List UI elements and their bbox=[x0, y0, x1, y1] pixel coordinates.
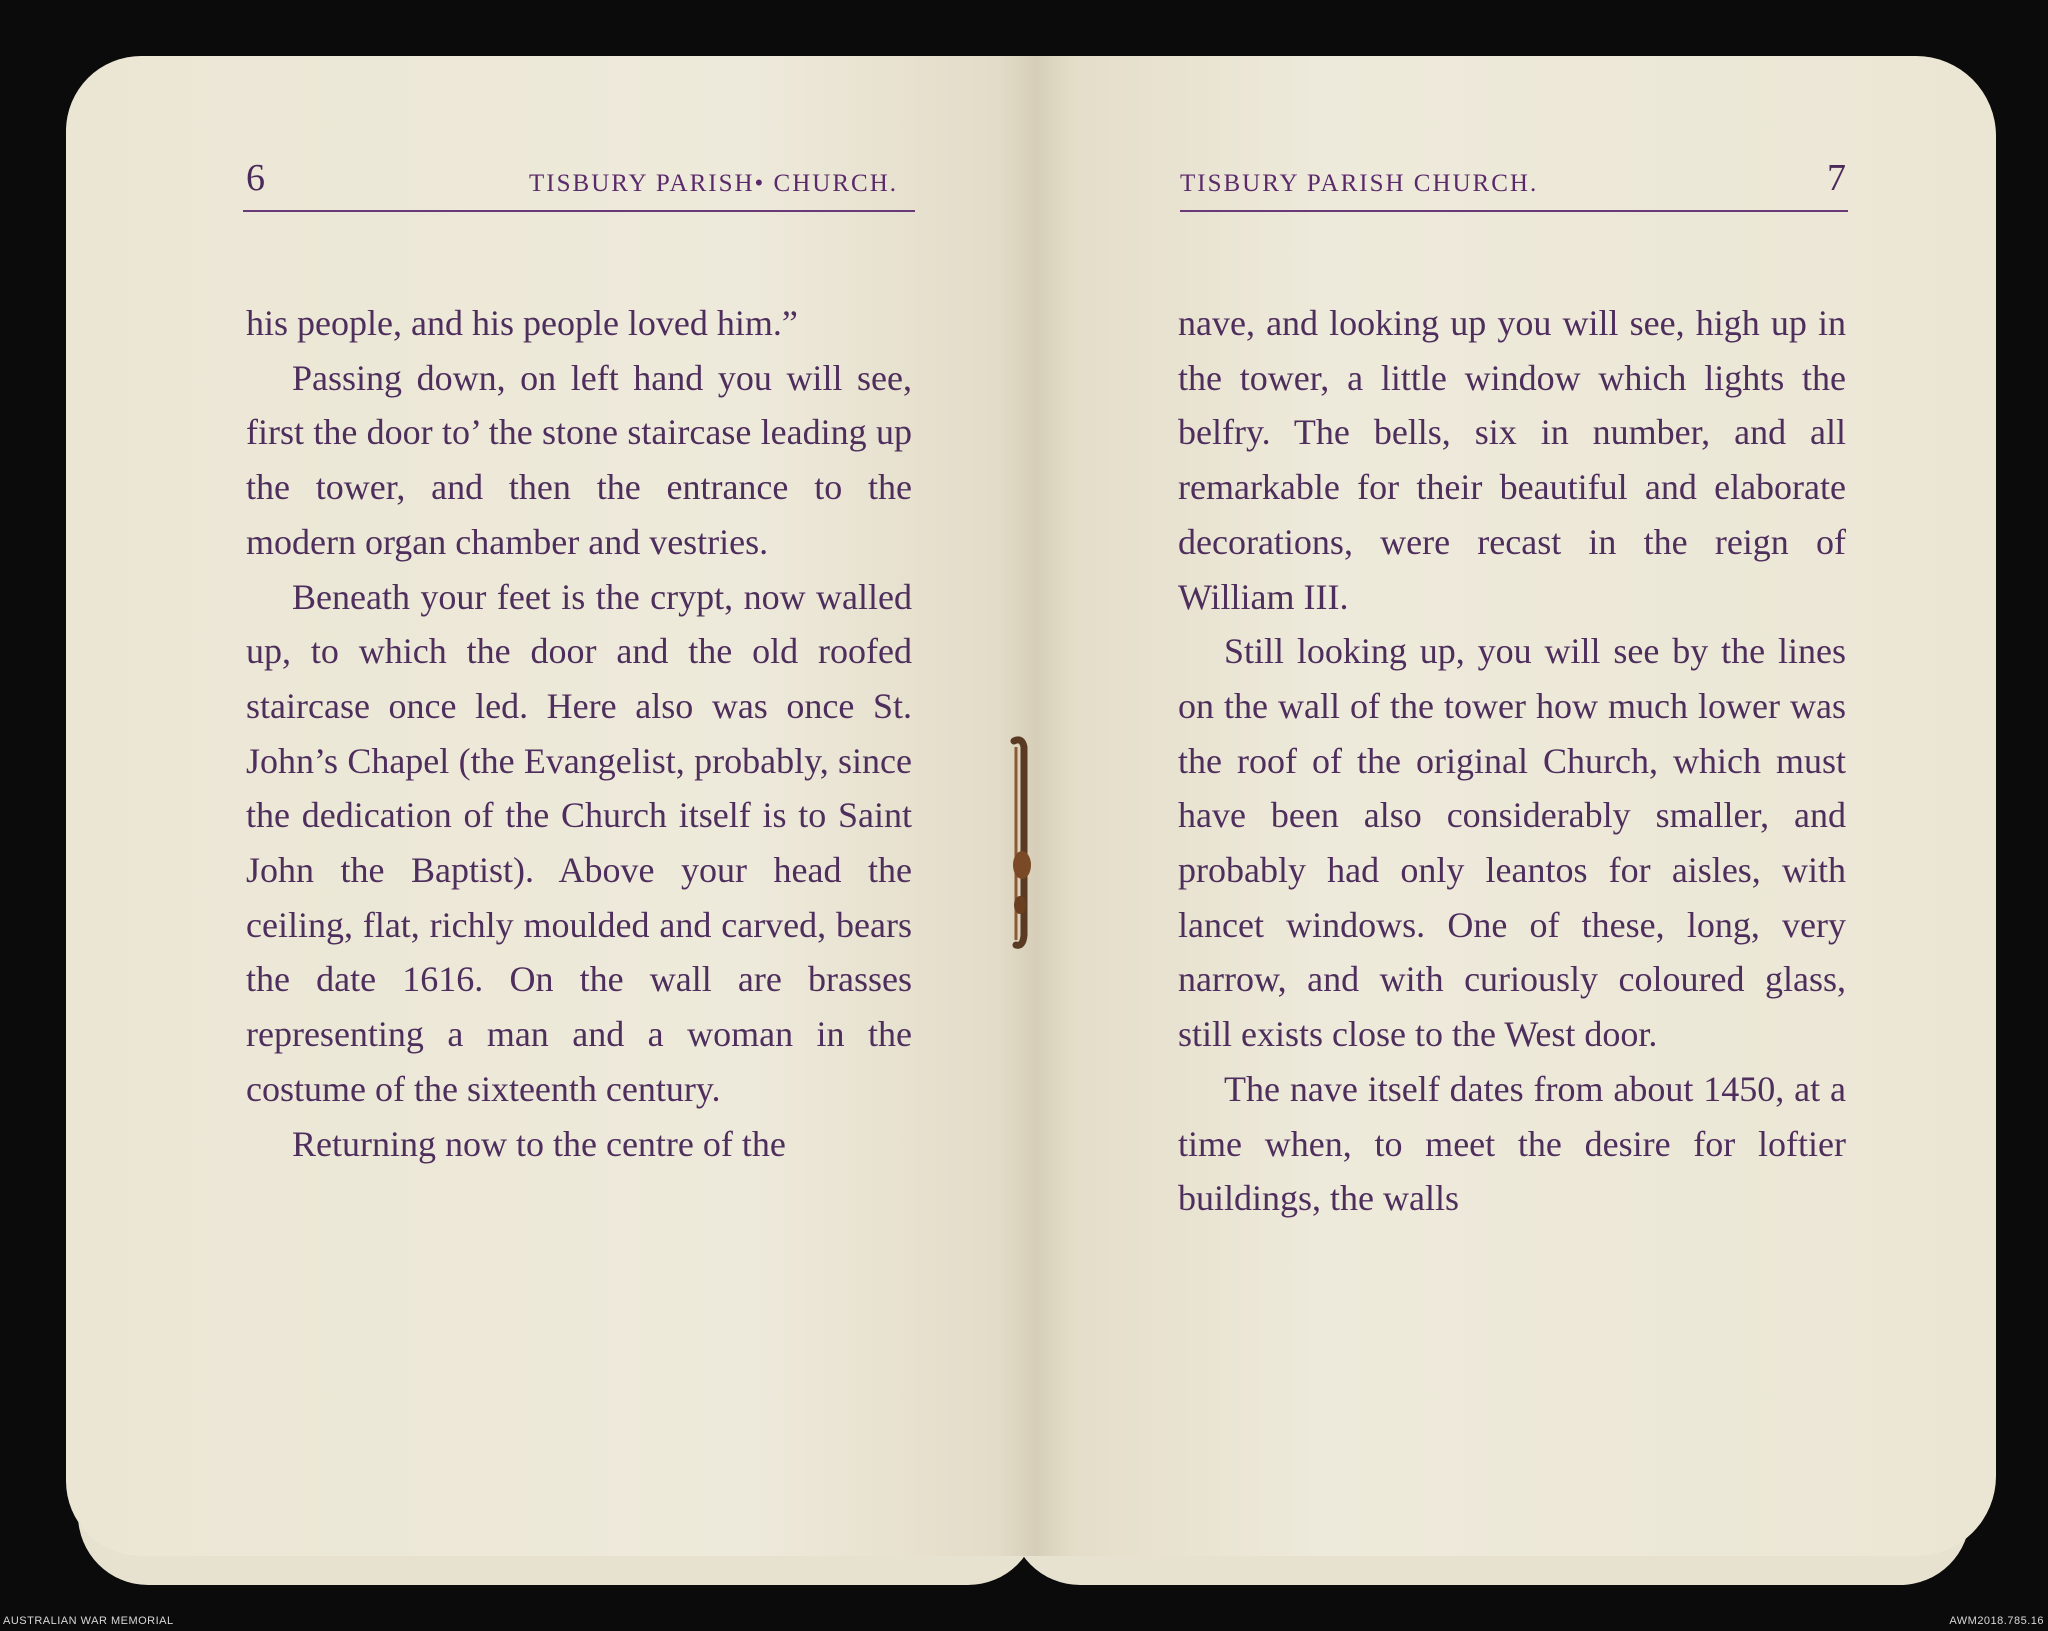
right-page-body bbox=[1178, 296, 1846, 1226]
paragraph: Beneath your feet is the crypt, now walled up, to which the door and the old roofed staircase once led. Here also was once St. John’s Chapel (the Evangelist, probably, since the dedication of the Church itself is to Saint John the Baptist). Above your head the ceiling, flat, richly moulded and carved, bears the date 1616. On the wall are brasses representing a man and a woman in the costume of the sixteenth century. bbox=[246, 576, 912, 1109]
right-page-header bbox=[1178, 156, 1846, 216]
left-page-number: 6 bbox=[246, 157, 265, 199]
paragraph: his people, and his people loved him.” bbox=[246, 303, 798, 343]
left-header-rule bbox=[243, 210, 915, 212]
paragraph: Returning now to the centre of the bbox=[292, 1123, 786, 1164]
paragraph: Still looking up, you will see by the lines on the wall of the tower how much lower was the roof of the original Church, which must have been also considerably smaller, and probably had only leantos for aisles, with lancet windows. One of these, long, very narrow, and with curiously coloured glass, still exists close to the West door. bbox=[1178, 631, 1846, 1055]
right-header-rule bbox=[1180, 210, 1848, 212]
paragraph: The nave itself dates from about 1450, at a time when, to meet the desire for loftier buildings, the walls bbox=[1178, 1068, 1846, 1219]
right-running-title: TISBURY PARISH CHURCH. bbox=[1180, 170, 1539, 197]
credit-left: AUSTRALIAN WAR MEMORIAL bbox=[3, 1615, 174, 1627]
paragraph: nave, and looking up you will see, high up in the tower, a little window which lights the belfry. The bells, six in number, and all remarkable for their beautiful and elaborate decorations, were recast in the reign of William III. bbox=[1178, 303, 1846, 617]
left-running-title: TISBURY PARISH• CHURCH. bbox=[529, 170, 898, 197]
left-page-body bbox=[246, 296, 912, 1171]
staple-icon bbox=[1008, 735, 1034, 950]
paragraph: Passing down, on left hand you will see, first the door to’ the stone staircase leading up the tower, and then the entrance to the modern organ chamber and vestries. bbox=[246, 357, 912, 562]
left-page-header bbox=[246, 156, 912, 216]
credit-right: AWM2018.785.16 bbox=[1949, 1615, 2044, 1627]
right-page-number: 7 bbox=[1827, 157, 1846, 199]
